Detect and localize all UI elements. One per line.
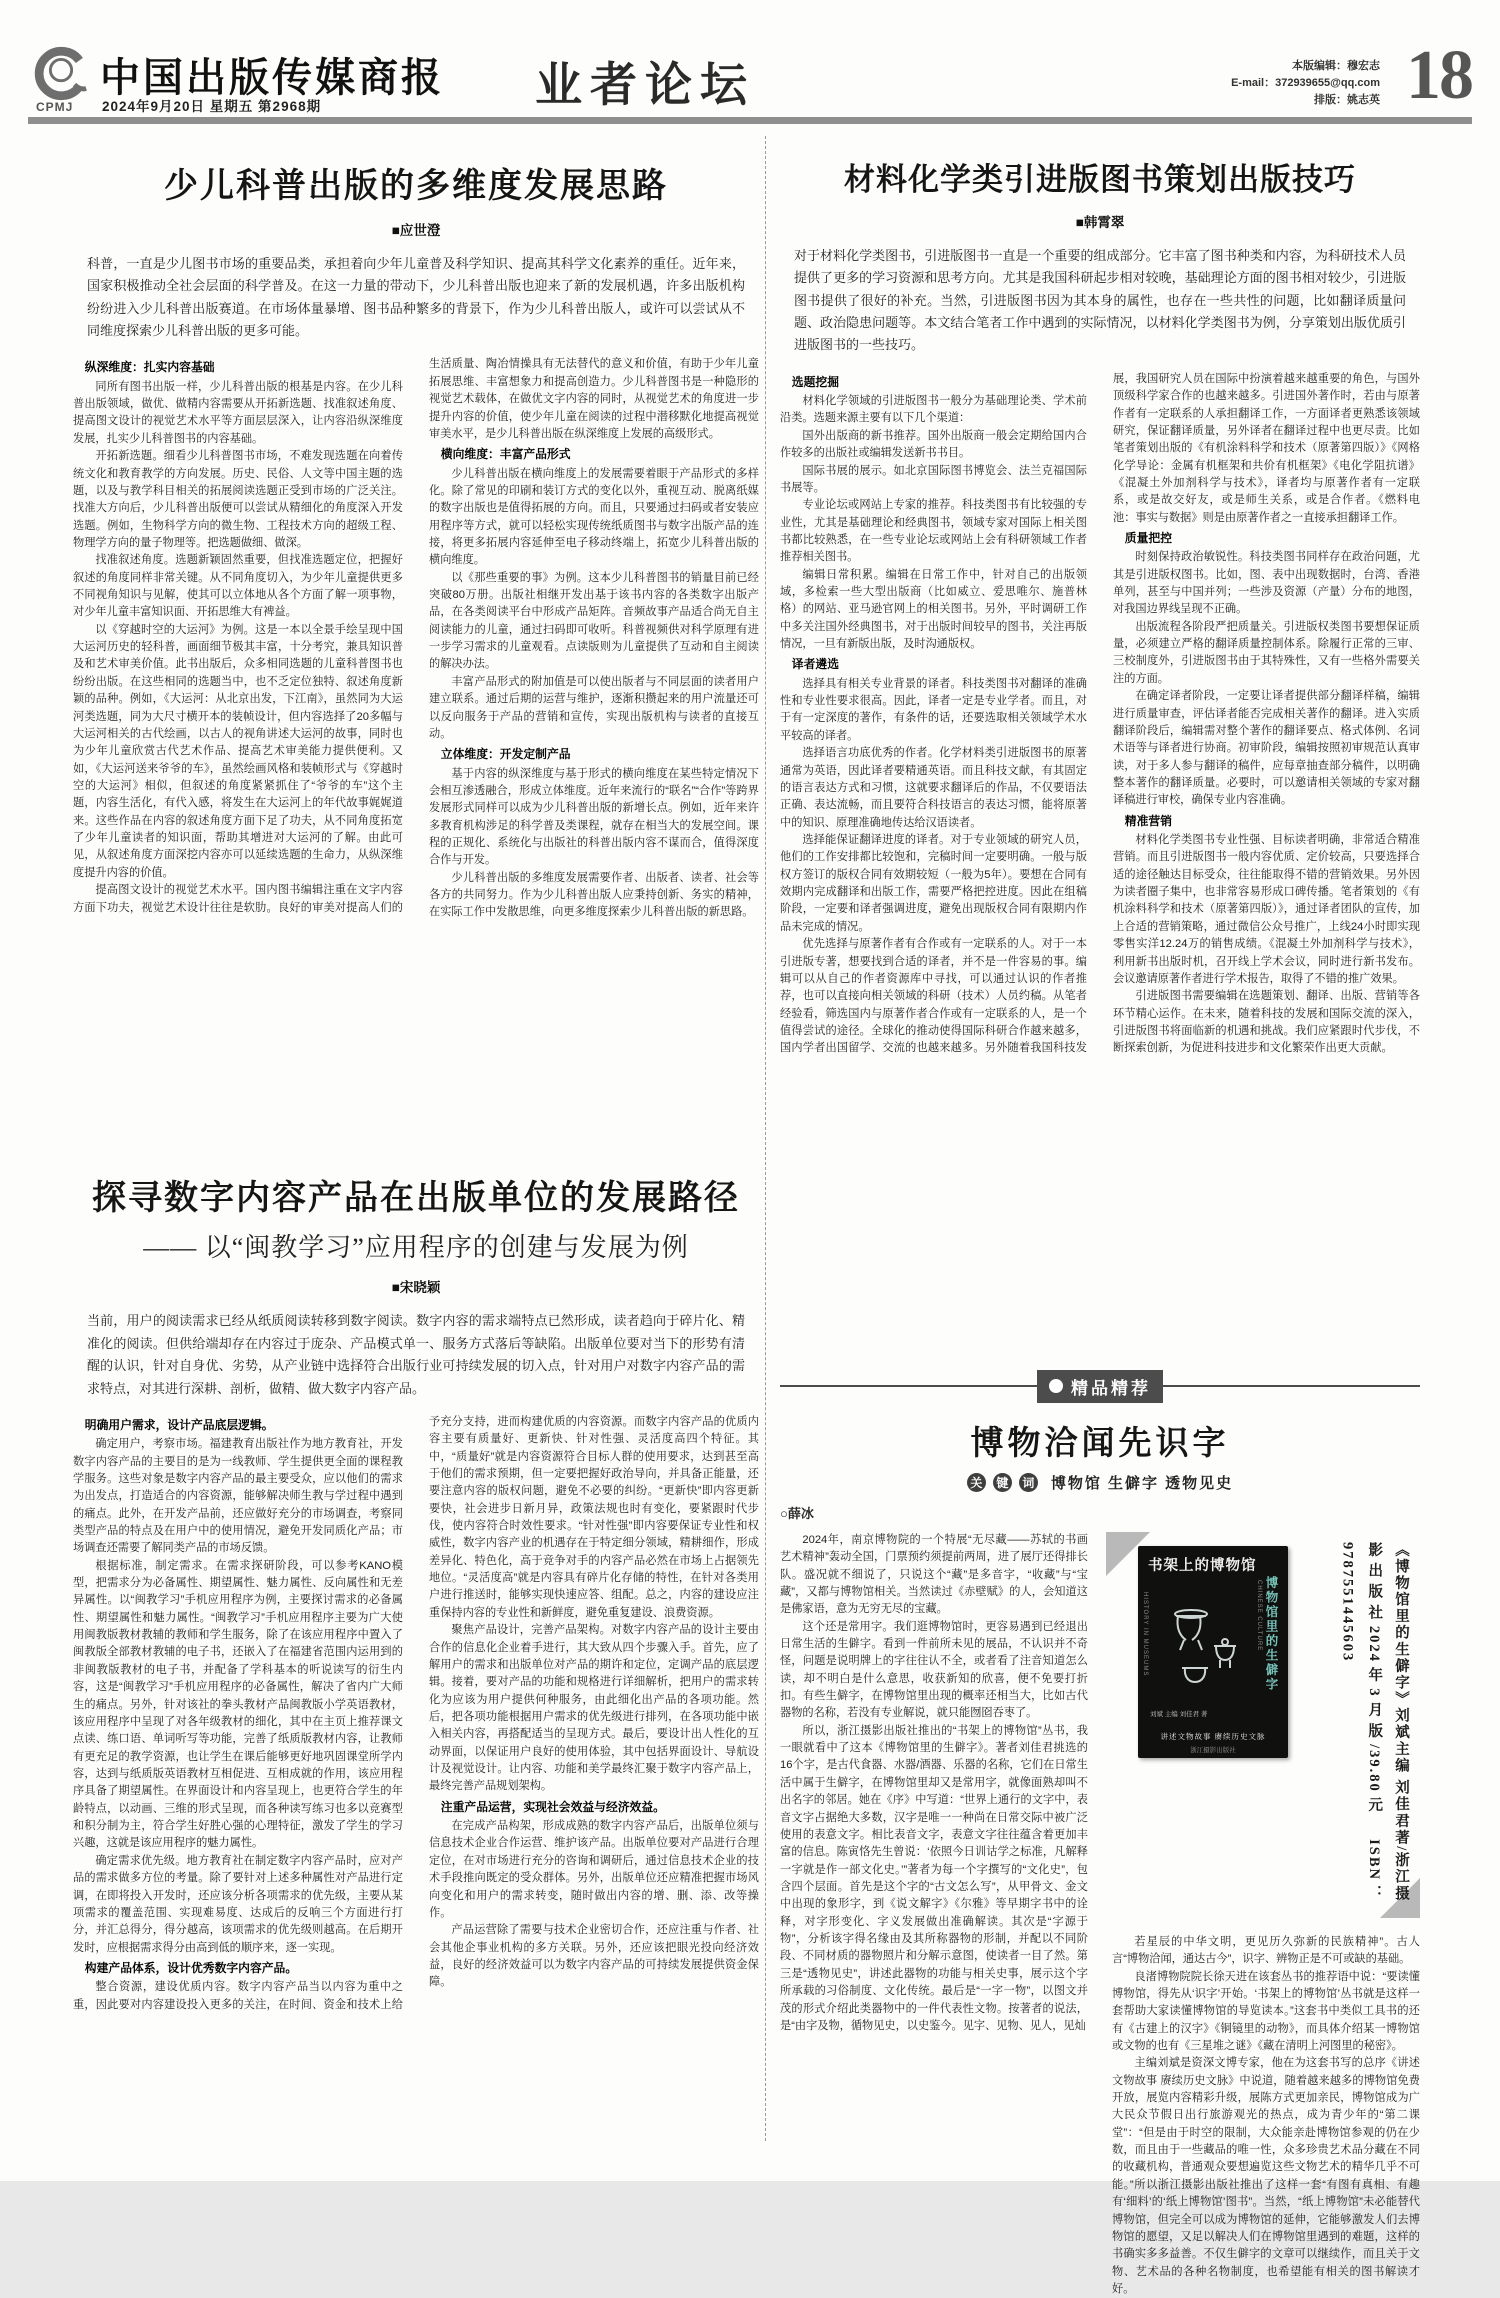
article1-byline: ■应世澄 xyxy=(391,223,441,238)
featured-col1 xyxy=(780,1532,1088,2244)
article1-body xyxy=(73,356,759,1144)
paragraph: 产品运营除了需要与技术企业密切合作，还应注重与作者、社会其他企事业机构的多方关联。另外，还应该把眼光投向经济效益，良好的经济效益可以为数字内容产品的可持续发展提供资金保障。 xyxy=(429,1924,759,1989)
paragraph: 若星辰的中华文明，更见历久弥新的民族精神”。古人言“博物洽闻，通达古今”，识字、辨物正是不可或缺的基础。 xyxy=(1112,1935,1420,1966)
featured-columns xyxy=(780,1532,1420,2295)
featured-section xyxy=(780,1370,1420,2295)
paragraph: 确定用户，考察市场。福建教育出版社作为地方教育社，开发数字内容产品的主要目的是为一线教师、学生提供更全面的课程教学服务。这些对象是数字内容产品的最主要受众，应以他们的需求为出发点，打造适合的内容资源，能够解决师生教与学过程中遇到的痛点。此外，在开发产品前，还应做好充分的市场调查，考察同类型产品的特点及在用户中的使用情况，避免开发同质化产品；市场调查还需要了解同类产品的市场反馈。 xyxy=(73,1438,403,1555)
paragraph: 开拓新选题。细看少儿科普图书市场，不难发现选题在向着传统文化和教育教学的方向发展。历史、民俗、人文等中国主题的选题，以及与教学科目相关的拓展阅读选题正受到市场的广泛关注。找准大方向后，少儿科普出版便可以尝试从精细化的角度深入开发选题。例如，生物科学方向的微生物、工程技术方向的超级工程、物理学方向的量子物理等。把选题做细、做深。 xyxy=(73,450,403,549)
paragraph: 注重产品运营，实现社会效益与经济效益。 xyxy=(440,1799,665,1814)
paragraph: 以《穿越时空的大运河》为例。这是一本以全景手绘呈现中国大运河历史的轻科普，画面细节极其丰富，十分考究，兼具知识普及和艺术审美价值。此书出版后，众多相同选题的儿童科普图书也纷纷出版。在这些相同的选题当中，也不乏定位独特、叙述角度新颖的品种。例如，《大运河：从北京出发，下江南》，虽然同为大运河类选题，同为大尺寸横开本的装帧设计，但内容选择了20多幅与大运河相关的古代绘画，以古人的视角讲述大运河的故事，同时也为少年儿童欣赏古代艺术作品、提高艺术审美能力提供便利。又如，《大运河送来爷爷的车》，虽然绘画风格和装帧形式与《穿越时空的大运河》相似，但叙述的角度紧紧抓住了“爷爷的车”这个主题，内容生活化，有代入感，将发生在大运河上的年代故事娓娓道来。这些作品在内容的叙述角度方面下足了功夫，从不同角度拓宽了少年儿童读者的知识面，帮助其增进对大运河的了解。由此可见，从叙述角度方面深挖内容亦可以延续选题的生命力，从纵深维度提升内容的价值。 xyxy=(73,623,403,879)
paragraph: 基于内容的纵深维度与基于形式的横向维度在某些特定情况下会相互渗透融合，形成立体维度。近年来流行的“联名”“合作”等跨界发展形式同样可以成为少儿科普出版的新增长点。例如，近年来许多教育机构涉足的科学普及类课程，就存在相当大的发展空间。课程的正规化、系统化与出版社的科普出版内容不谋而合，值得深度合作与开发。 xyxy=(429,767,759,867)
paragraph: 纵深维度：扎实内容基础 xyxy=(84,360,215,375)
paragraph: 构建产品体系，设计优秀数字内容产品。 xyxy=(84,1960,298,1975)
paragraph: 明确用户需求，设计产品底层逻辑。 xyxy=(84,1417,274,1432)
featured-band-label: 精品精荐 xyxy=(1071,1378,1151,1398)
keyword-circle-2: 键 xyxy=(993,1473,1012,1492)
article1-intro: 科普，一直是少儿图书市场的重要品类，承担着向少年儿童普及科学知识、提高其科学文化素养的重任。近年来，国家积极推动全社会层面的科学普及。在这一力量的带动下，少儿科普出版也迎来了新的发展机遇，许多出版机构纷纷进入少儿科普出版赛道。在市场体量暴增、图书品种繁多的背景下，作为少儿科普出版人，或许可以尝试从不同维度探索少儿科普出版的更多可能。 xyxy=(87,256,745,339)
cover-authors: 刘斌 主编 刘佳君 著 xyxy=(1150,1710,1208,1718)
keywords-text: 博物馆 生僻字 透物见史 xyxy=(1050,1474,1234,1492)
featured-byline: ○薛冰 xyxy=(780,1505,814,1521)
featured-title: 博物洽闻先识字 xyxy=(970,1423,1230,1461)
article-digital-content xyxy=(73,1170,759,2249)
featured-col2 xyxy=(1112,1532,1420,2295)
paragraph: 提高图文设计的视觉艺术水平。国内图书编辑注重在文字内容方面下功夫，视觉艺术设计往往是软肋。良好的审美对提高人们的生活质量、陶冶情操具有无法替代的意义和价值，有助于少年儿童拓展思维、丰富想象力和提高创造力。少儿科普图书是一种隐形的视觉艺术载体，在做优文字内容的同时，从视觉艺术的角度进一步提升内容的价值，使少年儿童在阅读的过程中潜移默化地提高视觉审美水平，是少儿科普出版在纵深维度上发展的高级形式。 xyxy=(73,358,759,914)
article2-byline: ■韩霄翠 xyxy=(1075,215,1125,230)
layout-line: 排版：姚志英 xyxy=(1314,94,1380,107)
cover-series-title: 书架上的博物馆 xyxy=(1148,1557,1257,1574)
paragraph: 质量把控 xyxy=(1124,531,1172,546)
paragraph: 选题挖掘 xyxy=(791,374,839,389)
featured-col2-text xyxy=(1112,1934,1420,2298)
keyword-circle-1: 关 xyxy=(967,1473,986,1492)
paragraph: 译者遴选 xyxy=(791,657,839,672)
paragraph: 时刻保持政治敏锐性。科技类图书同样存在政治问题，尤其是引进版权图书。比如，图、表中出现数据时，台湾、香港单列，甚至与中国并列；一些涉及资源（产量）分布的地图，对我国边界线呈现不正确。 xyxy=(1113,551,1420,616)
article1-title: 少儿科普出版的多维度发展思路 xyxy=(164,168,668,205)
right-half xyxy=(780,132,1420,2295)
date-line: 2024年9月20日 星期五 第2968期 xyxy=(102,99,322,114)
paragraph: 编辑日常积累。编辑在日常工作中，针对自己的出版领域，多检索一些大型出版商（比如威立、爱思唯尔、施普林格）的网站、亚马逊官网上的相关图书。另外，平时调研工作中多关注国外经典图书，对于出版时间较早的图书，关注再版情况，一旦有新版出版，及时沟通版权。 xyxy=(780,568,1087,651)
paragraph: 同所有图书出版一样，少儿科普出版的根基是内容。在少儿科普出版领域，做优、做精内容需要从开拓新选题、找准叙述角度、提高图文设计的视觉艺术水平等方面层层深入，让内容沿纵深维度发展，扎实少儿科普图书的内容基础。 xyxy=(73,380,403,445)
bullet-icon xyxy=(1049,1379,1063,1393)
article3-subtitle: —— 以“闽教学习”应用程序的创建与发展为例 xyxy=(143,1233,689,1263)
section-title: 业者论坛 xyxy=(535,58,755,111)
featured-badge xyxy=(1037,1370,1163,1403)
paragraph: 良渚博物院院长徐天进在该套丛书的推荐语中说：“要读懂博物馆，得先从‘识字’开始。‘书架上的博物馆’丛书就是这样一套帮助大家读懂博物馆的导览读本。”这套书中类似工具书的还有《古建上的汉字》《铜镜里的动物》，而具体介绍某一博物馆或文物的也有《三星堆之谜》《藏在清明上河图里的秘密》。 xyxy=(1112,1970,1420,2052)
book-metadata: 《博物馆里的生僻字》刘斌主编 刘佳君著/浙江摄影出版社2024年3月版/39.80元 ISBN：9787551445603 xyxy=(1339,1541,1409,1902)
masthead-rule xyxy=(28,117,1472,124)
paragraph: 选择能保证翻译进度的译者。对于专业领域的研究人员，他们的工作安排都比较饱和，完稿时间一定要明确。一般与版权方签订的版权合同有效期较短（一般为5年）。要想在合同有效期内完成翻译和出版工作，需要严格把控进度。因此在组稿阶段，一定要和译者强调进度，避免出现版权合同有限期内作品未完成的情况。 xyxy=(780,833,1087,933)
cpmj-logo-icon xyxy=(32,44,90,102)
paragraph: 2024年，南京博物院的一个特展“无尽藏——苏轼的书画艺术精神”轰动全国，门票预约须提前两周，进了展厅还得排长队。盛况就不细说了，只说这个“藏”是多音字，“收藏”与“宝藏”，又都与博物馆相关。当然读过《赤壁赋》的人，会知道这是佛家语，意为无穷无尽的宝藏。 xyxy=(780,1533,1088,1616)
book-cover xyxy=(1138,1546,1288,1758)
article3-body xyxy=(73,1414,759,2250)
article-materials-chemistry xyxy=(780,154,1420,1346)
logo-abbr: CPMJ xyxy=(36,100,74,114)
paragraph: 确定需求优先级。地方教育社在制定数字内容产品时，应对产品的需求做多方位的考量。除了要针对上述多种属性对产品进行定调，在即将投入开发时，还应该分析各项需求的优先级，主要从某项需求的覆盖范围、实现难易度、达成后的反响三个方面进行打分，并汇总得分，得分越高，该项需求的优先级则越高。在后期开发时，应根据需求得分由高到低的顺序来，逐一实现。 xyxy=(73,1854,403,1954)
paragraph: 以《那些重要的事》为例。这本少儿科普图书的销量目前已经突破80万册。出版社相继开发出基于该书内容的各类数字出版产品，在各类阅读平台中形成产品矩阵。音频故事产品适合尚无自主阅读能力的儿童，通过扫码即可收听。科普视频供对科学原理有进一步学习需求的儿童观看。点读版则为儿童提供了互动和自主阅读的解决办法。 xyxy=(429,571,759,671)
article2-body xyxy=(780,371,1420,1346)
paper-name: 中国出版传媒商报 xyxy=(100,55,444,100)
paragraph: 在确定译者阶段，一定要让译者提供部分翻译样稿，编辑进行质量审查，评估译者能否完成相关著作的翻译。进入实质翻译阶段后，编辑需对整个著作的翻译要点、格式体例、名词术语等与译者进行协商。初审阶段，编辑按照初审规范认真审读，对于多人参与翻译的稿件，应每章抽查部分稿件，以明确整本著作的翻译质量。必要时，可以邀请相关领域的专家对翻译稿进行审校，确保专业内容准确。 xyxy=(1113,690,1420,807)
editor-line: 本版编辑：穆宏志 xyxy=(1292,60,1380,72)
cover-publisher: 浙江摄影出版社 xyxy=(1190,1746,1236,1754)
article3-byline: ■宋晓颖 xyxy=(391,1280,441,1296)
cover-english-right: CHINESE CULTURE xyxy=(1256,1579,1262,1652)
paragraph: 根据标准，制定需求。在需求探研阶段，可以参考KANO模型，把需求分为必备属性、期望属性、魅力属性、反向属性和无差异属性。以“闽教学习”手机应用程序为例，主要探讨需求的必备属性、期望属性和魅力属性。“闽教学习”手机应用程序主要为广大使用闽教版教材教辅的教师和学生服务，除了在该应用程序中置入了闽教版全部教材教辅的电子书，还嵌入了在福建省范围内运用到的非闽教版教材的电子书，并配备了学科基本的听说读写的衍生内容，这是“闽教学习”手机应用程序的必备属性，解决了省内广大师生的痛点。另外，针对该社的拳头教材产品闽教版小学英语教材，该应用程序中呈现了对各年级教材的细化，其中在主页上推荐课文点读、练口语、单词听写等功能，完善了纸质版教材内容，让教师有更充足的教学资源，也让学生在课后能够更好地巩固课堂所学内容，达到与纸质版英语教材互相促进、互相成就的作用，该应用程序具备了期望属性。在界面设计和内容呈现上，也更符合学生的年龄特点，以动画、三维的形式呈现，而各种读写练习也多以竞赛型和积分制为主，符合学生好胜心强的心理特征，激发了学生的学习兴趣，这就是该应用程序的魅力属性。 xyxy=(73,1559,403,1850)
cover-english-left: HISTORY IN MUSEUMS xyxy=(1142,1591,1148,1677)
paragraph: 聚焦产品设计，完善产品架构。对数字内容产品的设计主要由合作的信息化企业着手进行，其大致从四个步骤入手。首先，应了解用户的需求和出版单位对产品的期许和定位，定调产品的底层逻辑。接着，要对产品的功能和规格进行详细解析，把用户的需求转化为应该为用户提供何种服务，由此细化出产品的各项功能。然后，把各项功能根据用户需求的优先级进行排列，在各项功能中嵌入相关内容，再搭配适当的呈现方式。最后，要设计出人性化的互动界面，以保证用户良好的使用体验，其中包括界面设计、导航设计及视觉设计。让内容、功能和美学最终汇聚于数字内容产品上，最终完善产品规划架构。 xyxy=(429,1624,759,1793)
paragraph: 材料化学领域的引进版图书一般分为基础理论类、学术前沿类。选题来源主要有以下几个渠道： xyxy=(780,395,1087,425)
paragraph: 引进版图书需要编辑在选题策划、翻译、出版、营销等各环节精心运作。在未来，随着科技的发展和国际交流的深入，引进版图书将面临新的机遇和挑战。我们应紧跟时代步伐，不断探索创新，为促进科技进步和文化繁荣作出更大贡献。 xyxy=(1113,990,1420,1055)
page-number: 18 xyxy=(1406,37,1472,114)
paragraph: 材料化学类图书专业性强、目标读者明确，非常适合精准营销。而且引进版图书一般内容优质、定价较高，只要选择合适的途径触达目标受众，往往能取得不错的营销效果。另外因为读者圈子集中，也非常容易形成口碑传播。笔者策划的《有机涂料科学和技术（原著第四版）》，通过译者团队的宣传，加上合适的营销策略，通过微信公众号推广，上线24小时即实现零售实洋12.24万的销售成绩。《混凝土外加剂科学与技术》，利用新书出版时机，召开线上学术会议，同时进行新书发布。会议邀请原著作者进行学术报告，取得了不错的推广效果。 xyxy=(1113,833,1420,985)
cover-tagline: 讲述文物故事 赓续历史文脉 xyxy=(1160,1731,1266,1741)
band-rule-left xyxy=(780,1385,1037,1387)
bronze-vessel-icon xyxy=(1162,1598,1242,1690)
featured-band xyxy=(780,1370,1420,1403)
editor-info xyxy=(1231,58,1380,109)
keyword-circle-3: 词 xyxy=(1019,1473,1038,1492)
article-children-science xyxy=(73,158,759,1144)
paragraph: 出版流程各阶段严把质量关。引进版权类图书要想保证质量，必须建立严格的翻译质量控制体系。除履行正常的三审、三校制度外，引进版图书由于其特殊性，又有一些格外需要关注的方面。 xyxy=(1113,620,1420,685)
cover-book-title: 博物馆里的生僻字 xyxy=(1264,1575,1278,1692)
band-rule-right xyxy=(1163,1385,1420,1387)
paragraph: 选择语言功底优秀的作者。化学材料类引进版图书的原著通常为英语，因此译者要精通英语。而且科技文献，有其固定的语言表达方式和习惯，这就要求翻译后的作品，不仅要语法正确、表达流畅，而且要符合科技语言的表达习惯，能将原著中的知识、原理准确地传达给汉语读者。 xyxy=(780,747,1087,829)
paragraph: 整合资源，建设优质内容。数字内容产品当以内容为重中之重，因此要对内容建设投入更多的关注，在时间、资金和技术上给予充分支持，进而构建优质的内容资源。而数字内容产品的优质内容主要有质量好、更新快、针对性强、灵活度高四个特征。其中，“质量好”就是内容资源符合目标人群的使用要求，达到甚至高于他们的需求预期，但一定要把握好政治导向，并具备正能量，还要注意内容的版权问题，避免不必要的纠纷。“更新快”即内容更新要快，社会进步日新月异，政策法规也时有变化，要紧跟时代步伐，使内容符合时效性要求。“针对性强”即内容要保证专业性和权威性，数字内容产业的机遇存在于特定细分领域，精耕细作，形成差异化、特色化，高于竞争对手的内容产品必然在市场上占据领先地位。“灵活度高”就是内容具有碎片化存储的特性，在针对各类用户进行推送时，能够实现快速应答、组配。总之，内容的建设应注重保持内容的专业性和新鲜度，避免重复建设、浪费资源。 xyxy=(73,1415,759,2011)
paragraph: 这个还是常用字。我们逛博物馆时，更容易遇到已经退出日常生活的生僻字。看到一件前所未见的展品，不认识并不奇怪，问题是说明牌上的字往往认不全，或者看了注音知道怎么读，却不明白是什么意思，收获新知的欣喜，便不免要打折扣。有些生僻字，在博物馆里出现的概率还相当大，比如古代器物的名称，若没有专业解说，就只能囫囵吞枣了。 xyxy=(780,1620,1088,1720)
column-divider xyxy=(765,136,766,2141)
masthead xyxy=(0,0,1500,117)
article3-title: 探寻数字内容产品在出版单位的发展路径 xyxy=(92,1180,740,1218)
article2-title: 材料化学类引进版图书策划出版技巧 xyxy=(844,162,1356,197)
email-line: E-mail：372939655@qq.com xyxy=(1231,77,1380,90)
paragraph: 丰富产品形式的附加值是可以使出版者与不同层面的读者用户建立联系。通过后期的运营与维护，逐渐积攒起来的用户流量还可以反向服务于产品的营销和宣传，实现出版机构与读者的直接互动。 xyxy=(429,675,759,740)
paragraph: 立体维度：开发定制产品 xyxy=(440,747,571,762)
paragraph: 找准叙述角度。选题新颖固然重要，但找准选题定位，把握好叙述的角度同样非常关键。从不同角度切入，为少年儿童提供更多不同视角知识与见解，使其可以立体地从各个方面了解一项事物，对少年儿童丰富知识面、开拓思维大有裨益。 xyxy=(73,554,403,619)
paragraph: 优先选择与原著作者有合作或有一定联系的人。对于一本引进版专著，想要找到合适的译者，并不是一件容易的事。编辑可以从自己的作者资源库中寻找，可以通过认识的作者推荐，也可以直接向相关领域的科研（技术）人员约稿。从笔者经验看，筛选国内与原著作者合作或有一定联系的人，是一个值得尝试的途径。全球化的推动使得国际科研合作越来越多，国内学者出国留学、交流的也越来越多。另外随着我国科技发展，我国研究人员在国际中扮演着越来越重要的角色，与国外顶级科学家合作的也越来越多。引进国外著作时，若由与原著作者有一定联系的人承担翻译工作，一方面译者更熟悉该领域研究，保证翻译质量，另外译者在翻译过程中也更尽责。比如笔者策划出版的《有机涂料科学和技术（原著第四版）》《网格化学导论：金属有机框架和共价有机框架》《电化学阻抗谱》《混凝土外加剂科学与技术》，译者均与原著作者有一定联系，或是故交好友，或是师生关系，或是合作者。《燃料电池：事实与数据》则是由原著作者之一直接承担翻译工作。 xyxy=(780,372,1420,1055)
paragraph: 国外出版商的新书推荐。国外出版商一般会定期给国内合作较多的出版社或编辑发送新书书目。 xyxy=(780,429,1087,460)
paragraph: 少儿科普出版的多维度发展需要作者、出版者、读者、社会等各方的共同努力。作为少儿科普出版人应秉持创新、务实的精神，在实际工作中发散思维，向更多维度探索少儿科普出版的新思路。 xyxy=(429,871,759,919)
paragraph: 少儿科普出版在横向维度上的发展需要着眼于产品形式的多样化。除了常见的印刷和装订方式的变化以外，重视互动、脱离纸媒的数字出版也是值得拓展的方向。而且，只要通过扫码或者安装应用程序等方式，就可以轻松实现传统纸质图书与数字出版产品的连接，将更多拓展内容延伸至电子移动终端上，拓宽少儿科普出版的横向维度。 xyxy=(429,467,759,567)
paragraph: 精准营销 xyxy=(1124,813,1172,828)
paragraph: 横向维度：丰富产品形式 xyxy=(440,447,571,462)
paragraph: 国际书展的展示。如北京国际图书博览会、法兰克福国际书展等。 xyxy=(780,464,1087,494)
paragraph: 选择具有相关专业背景的译者。科技类图书对翻译的准确性和专业性要求很高。因此，译者一定是专业学者。而且，对于有一定深度的著作，有条件的话，还要选取相关领域学术水平较高的译者。 xyxy=(780,677,1087,742)
paragraph: 主编刘斌是资深文博专家，他在为这套书写的总序《讲述文物故事 赓续历史文脉》中说道，随着越来越多的博物馆免费开放，展览内容精彩升级，展陈方式更加亲民，博物馆成为广大民众节假日出行旅游观光的热点，成为青少年的“第二课堂”：“但是由于时空的限制，大众能亲赴博物馆参观的仍在少数，而且由于一些藏品的唯一性，众多珍贵艺术品分藏在不同的收藏机构，普通观众要想遍览这些文物艺术的精华几乎不可能。”所以浙江摄影出版社推出了这样一套“有图有真相、有趣有‘细料’的‘纸上博物馆’图书”。当然，“纸上博物馆”未必能替代博物馆，但完全可以成为博物馆的延伸，它能够激发人们去博物馆的愿望，又足以解决人们在博物馆里遇到的难题，这样的书确实多多益善。不仅生僻字的文章可以继续作，而且关于文物、艺术品的各种名物制度，也希望能有相关的图书解读才好。 xyxy=(1112,2057,1420,2295)
article3-intro: 当前，用户的阅读需求已经从纸质阅读转移到数字阅读。数字内容的需求端特点已然形成，读者趋向于碎片化、精准化的阅读。但供给端却存在内容过于庞杂、产品模式单一、服务方式落后等缺陷。出版单位要对当下的形势有清醒的认识，针对自身优、劣势，从产业链中选择符合出版行业可持续发展的切入点，针对用户对数字内容产品的需求特点，对其进行深耕、剖析，做精、做大数字内容产品。 xyxy=(87,1313,745,1396)
left-half xyxy=(73,132,759,2250)
paragraph: 专业论坛或网站上专家的推荐。科技类图书有比较强的专业性，尤其是基础理论和经典图书，领域专家对国际上相关图书都比较熟悉，在一些专业论坛或网站上会有科研领域工作者推荐相关图书。 xyxy=(780,499,1087,564)
keywords-row xyxy=(780,1472,1420,1493)
paragraph: 所以，浙江摄影出版社推出的“书架上的博物馆”丛书，我一眼就看中了这本《博物馆里的生僻字》。著者刘佳君挑选的16个字，是古代食器、水器/酒器、乐器的名称，它们在日常生活中属于生僻字，在博物馆里却又是常用字，就像面熟却叫不出名字的邻居。她在《序》中写道：“世界上通行的文字中，表音文字占据绝大多数，汉字是唯一一种尚在日常交际中被广泛使用的表意文字。相比表音文字，表意文字往往蕴含着更加丰富的信息。陈寅恪先生曾说：‘依照今日训诂学之标准，凡解释一字就是作一部文化史。’”著者为每一个字撰写的“文化史”，包含四个层面。首先是这个字的“古文怎么写”，从甲骨文、金文中出现的象形字，到《说文解字》《尔雅》等早期字书中的诠释，对字形变化、字义发展做出准确解读。其次是“字源于物”，分析该字得名缘由及其所称器物的形制，并配以不同阶段、不同材质的器物照片和分解示意图，使读者一目了然。第三是“透物见史”，讲述此器物的功能与相关史事，展示这个字所承载的习俗制度、文化传统。最后是“一字一物”，以图文并茂的形式介绍此类器物中的一件代表性文物。按著者的说法，是“由字及物，循物见史，以史鉴今。见字、见物、见人，见灿 xyxy=(780,1724,1088,2032)
paragraph: 在完成产品构架，形成成熟的数字内容产品后，出版单位须与信息技术企业合作运营、维护该产品。出版单位要对产品进行合理定位，在对市场进行充分的咨询和调研后，通过信息技术企业的技术手段推向既定的受众群体。另外，出版单位还应精准把握市场风向变化和用户的需求转变，随时做出内容的增、删、添、改等操作。 xyxy=(429,1820,759,1919)
book-box xyxy=(1112,1532,1420,1924)
article2-intro: 对于材料化学类图书，引进版图书一直是一个重要的组成部分。它丰富了图书种类和内容，为科研技术人员提供了更多的学习资源和思考方向。尤其是我国科研起步相对较晚，基础理论方面的图书相对较少，引进版图书提供了很好的补充。当然，引进版图书因为其本身的属性，也存在一些共性的问题，比如翻译质量问题、政治隐患问题等。本文结合笔者工作中遇到的实际情况，以材料化学类图书为例，分享策划出版优质引进版图书的一些技巧。 xyxy=(794,248,1406,353)
